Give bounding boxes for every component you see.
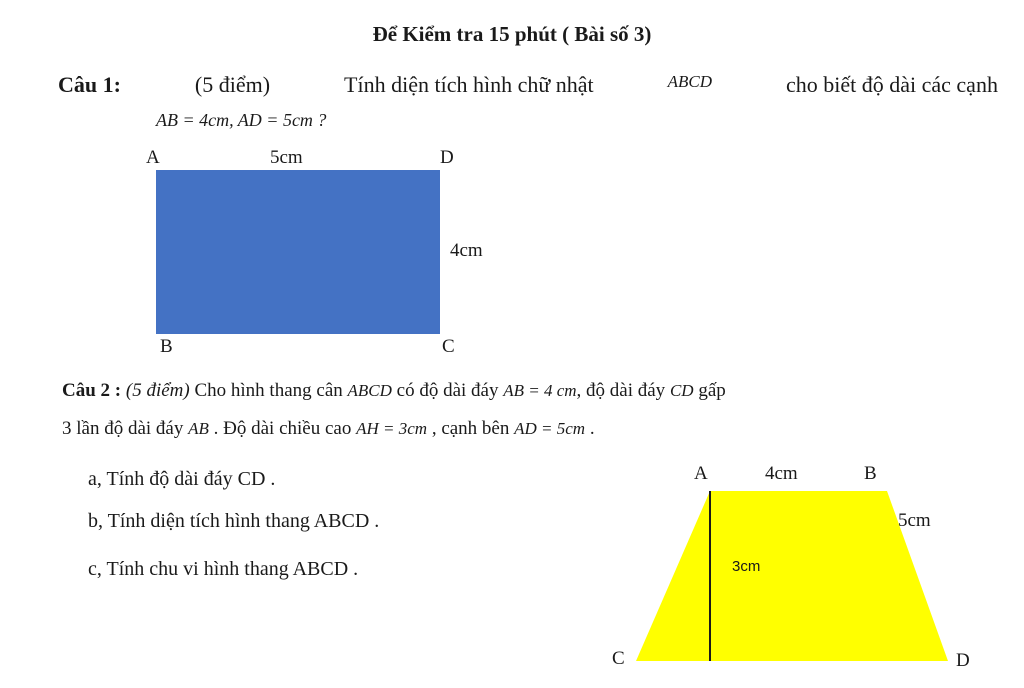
question-2-text-3: , độ dài đáy [576, 380, 666, 401]
question-2-cd: CD [669, 381, 694, 400]
question-2-line2-a: 3 lần độ dài đáy [62, 418, 184, 439]
question-2-ad: AD = 5cm [514, 419, 586, 438]
question-2-text-2: có độ dài đáy [396, 380, 499, 401]
sub-question-c: c, Tính chu vi hình thang ABCD . [88, 558, 359, 580]
rect-label-d: D [440, 147, 454, 168]
question-2-line2-c: , cạnh bên [431, 418, 510, 439]
question-2-ab: AB = 4 cm [503, 381, 577, 400]
trap-label-a: A [694, 463, 708, 484]
trap-label-c: C [612, 648, 625, 669]
question-2-line2-b: . Độ dài chiều cao [213, 418, 352, 439]
question-2-ah: AH = 3cm [356, 419, 428, 438]
question-2-text-4: gấp [698, 380, 726, 401]
question-2-ab-short: AB [188, 419, 209, 438]
rect-label-b: B [160, 336, 173, 357]
sub-question-b: b, Tính diện tích hình thang ABCD . [88, 510, 380, 532]
rect-label-right-side: 4cm [450, 240, 483, 261]
page-title: Để Kiểm tra 15 phút ( Bài số 3) [372, 22, 652, 46]
question-2-label: Câu 2 : [62, 380, 122, 401]
rect-label-top-side: 5cm [270, 147, 303, 168]
trap-label-d: D [956, 650, 970, 671]
question-2-line2-d: . [589, 418, 595, 439]
trap-label-top-side: 4cm [765, 463, 798, 484]
question-1-shape: ABCD [667, 72, 713, 91]
sub-question-a: a, Tính độ dài đáy CD . [88, 468, 276, 490]
question-1-points: (5 điểm) [194, 72, 271, 97]
trap-label-b: B [864, 463, 877, 484]
trap-label-height: 3cm [732, 558, 761, 575]
question-1-given: AB = 4cm, AD = 5cm ? [156, 110, 327, 130]
question-1-prompt: Tính diện tích hình chữ nhật [344, 72, 594, 97]
question-2-shape: ABCD [347, 381, 392, 400]
rect-label-c: C [442, 336, 455, 357]
trap-label-right-side: 5cm [898, 510, 931, 531]
question-2-prompt: Cho hình thang cân [194, 380, 343, 401]
rect-label-a: A [146, 147, 160, 168]
question-2-points: (5 điểm) [125, 380, 190, 401]
question-1-label: Câu 1: [58, 72, 121, 97]
question-1-prompt-end: cho biết độ dài các cạnh [785, 72, 998, 97]
